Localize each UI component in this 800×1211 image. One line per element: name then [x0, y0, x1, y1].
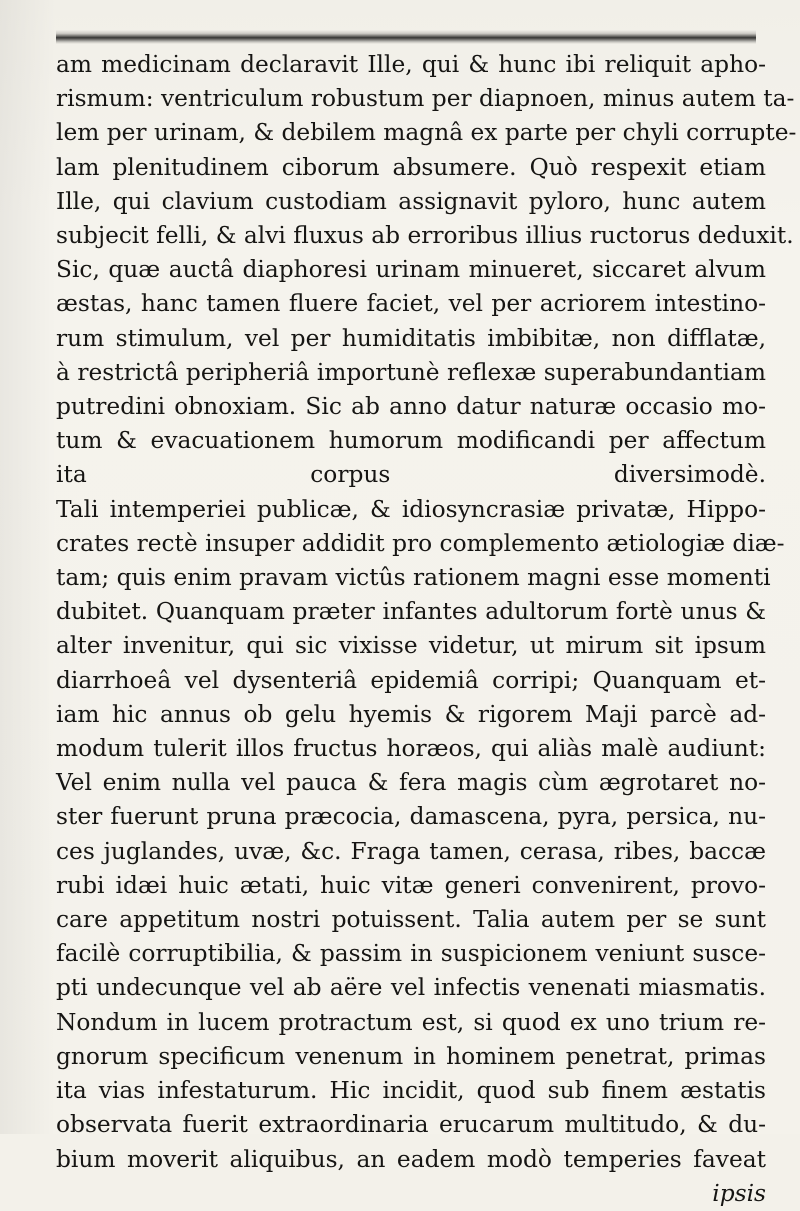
text-line: am medicinam declaravit Ille, qui & hunc ibi reliquit apho-: [56, 51, 766, 78]
text-line: ita corpus diversimodè.: [56, 461, 766, 489]
text-line: modum tulerit illos fructus horæos, qui aliàs malè audiunt:: [56, 735, 766, 763]
page-gutter-shadow: [0, 0, 56, 1134]
text-line: diarrhoeâ vel dysenteriâ epidemiâ corripi; Quanquam et-: [56, 666, 766, 694]
text-line: ita vias infestaturum. Hic incidit, quod sub finem æstatis: [56, 1077, 766, 1105]
text-line: ster fuerunt pruna præcocia, damascena, pyra, persica, nu-: [56, 803, 766, 831]
text-line: alter invenitur, qui sic vixisse videtur, ut mirum sit ipsum: [56, 632, 766, 660]
text-line: Sic, quæ auctâ diaphoresi urinam minueret, siccaret alvum: [56, 256, 766, 284]
text-line: care appetitum nostri potuissent. Talia autem per se sunt: [56, 906, 766, 934]
text-line: à restrictâ peripheriâ importunè reflexæ superabundantiam: [56, 358, 766, 386]
text-line: iam hic annus ob gelu hyemis & rigorem Maji parcè ad-: [56, 700, 766, 728]
text-line: Ille, qui clavium custodiam assignavit pyloro, hunc autem: [56, 187, 766, 215]
text-line: ces juglandes, uvæ, &c. Fraga tamen, cerasa, ribes, baccæ: [56, 837, 766, 865]
text-line: gnorum specificum venenum in hominem penetrat, primas: [56, 1042, 766, 1070]
text-line: rum stimulum, vel per humiditatis imbibitæ, non difflatæ,: [56, 324, 766, 352]
text-line: facilè corruptibilia, & passim in suspicionem veniunt susce-: [56, 940, 766, 968]
text-line: tam; quis enim pravam victûs rationem magni esse momenti: [56, 564, 771, 592]
text-line: æstas, hanc tamen fluere faciet, vel per acriorem intestino-: [56, 290, 766, 318]
body-text: [56, 48, 797, 1211]
text-line: tum & evacuationem humorum modificandi per affectum: [56, 427, 766, 455]
text-line: lam plenitudinem ciborum absumere. Quò respexit etiam: [56, 153, 766, 181]
top-rule: [56, 30, 756, 44]
text-line: rismum: ventriculum robustum per diapnoen, minus autem ta-: [56, 85, 795, 113]
text-line: observata fuerit extraordinaria erucarum multitudo, & du-: [56, 1111, 766, 1139]
text-line: dubitet. Quanquam præter infantes adultorum fortè unus &: [56, 598, 766, 626]
text-line: Tali intemperiei publicæ, & idiosyncrasiæ privatæ, Hippo-: [56, 495, 766, 523]
text-line: bium moverit aliquibus, an eadem modò temperies faveat: [56, 1145, 766, 1173]
catchword: ipsis: [712, 1179, 766, 1207]
text-line: putredini obnoxiam. Sic ab anno datur naturæ occasio mo-: [56, 393, 766, 421]
text-line: Vel enim nulla vel pauca & fera magis cùm ægrotaret no-: [56, 769, 766, 797]
text-line: pti undecunque vel ab aëre vel infectis venenati miasmatis.: [56, 974, 766, 1002]
text-line: crates rectè insuper addidit pro complemento ætiologiæ diæ-: [56, 529, 785, 557]
text-line: rubi idæi huic ætati, huic vitæ generi convenirent, provo-: [56, 871, 766, 899]
text-line: Nondum in lucem protractum est, si quod ex uno trium re-: [56, 1008, 766, 1036]
text-line: subjecit felli, & alvi fluxus ab erroribus illius ructorus deduxit.: [56, 222, 794, 250]
text-line: lem per urinam, & debilem magnâ ex parte per chyli corrupte-: [56, 119, 797, 147]
